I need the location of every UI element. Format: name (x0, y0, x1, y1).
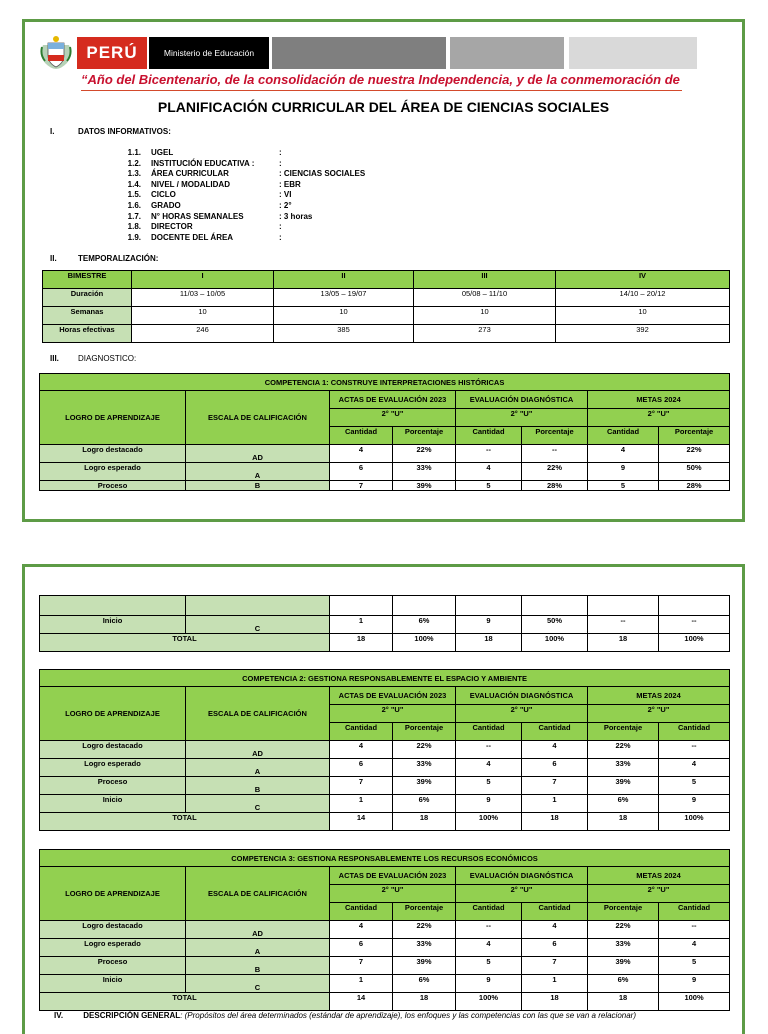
section-label: DESCRIPCIÓN GENERAL (83, 1011, 181, 1020)
logro-cell: Logro esperado (40, 463, 186, 481)
value-cell: 22% (588, 921, 659, 939)
subheader-cell: Cantidad (588, 427, 659, 445)
value-cell: 22% (393, 921, 456, 939)
table-cell: 10 (132, 307, 274, 325)
value-cell: 4 (659, 759, 730, 777)
total-value-cell: 100% (522, 634, 588, 652)
col-header-escala: ESCALA DE CALIFICACIÓN (186, 687, 330, 741)
info-value: : (279, 232, 282, 242)
empty-cell (393, 596, 456, 616)
total-value-cell: 18 (393, 993, 456, 1011)
grade-label: 2° "U" (588, 409, 730, 427)
value-cell: 7 (522, 957, 588, 975)
section-number: IV. (54, 1011, 64, 1020)
value-cell: 9 (456, 975, 522, 993)
total-value-cell: 100% (659, 993, 730, 1011)
empty-cell (330, 596, 393, 616)
value-cell: 6 (522, 939, 588, 957)
value-cell: 6 (522, 759, 588, 777)
value-cell: 33% (393, 939, 456, 957)
table-row (40, 975, 730, 993)
value-cell: 22% (659, 445, 730, 463)
col-header-actas: ACTAS DE EVALUACIÓN 2023 (330, 687, 456, 705)
continuation-spacer-row (40, 596, 730, 616)
value-cell: 9 (588, 463, 659, 481)
empty-cell (588, 596, 659, 616)
row-label-cell: Semanas (43, 307, 132, 325)
row-label-cell: Horas efectivas (43, 325, 132, 343)
total-row (40, 634, 730, 652)
empty-cell (659, 596, 730, 616)
info-number: 1.3. (127, 169, 141, 179)
table-cell: 385 (274, 325, 414, 343)
subheader-cell: Porcentaje (659, 427, 730, 445)
value-cell: 39% (393, 481, 456, 491)
info-label: N° HORAS SEMANALES (151, 211, 244, 221)
col-header-escala: ESCALA DE CALIFICACIÓN (186, 391, 330, 445)
escala-cell: C (186, 795, 330, 813)
header-cell: II (274, 271, 414, 289)
value-cell: 28% (659, 481, 730, 491)
col-header-logro: LOGRO DE APRENDIZAJE (40, 391, 186, 445)
subheader-cell: Cantidad (522, 903, 588, 921)
value-cell: 6 (330, 463, 393, 481)
escala-cell: AD (186, 921, 330, 939)
info-value: : (279, 222, 282, 232)
empty-cell (522, 596, 588, 616)
header-cell: BIMESTRE (43, 271, 132, 289)
total-value-cell: 18 (330, 634, 393, 652)
escala-cell: A (186, 463, 330, 481)
value-cell: -- (456, 741, 522, 759)
section-number: I. (50, 127, 55, 136)
value-cell: 5 (588, 481, 659, 491)
info-value: : 3 horas (279, 211, 313, 221)
value-cell: 33% (588, 939, 659, 957)
grade-label: 2° "U" (456, 705, 588, 723)
competencia-1-table-continued (39, 595, 730, 652)
value-cell: 6% (393, 616, 456, 634)
table-cell: 05/08 – 11/10 (414, 289, 556, 307)
header-cell: I (132, 271, 274, 289)
table-row (40, 795, 730, 813)
value-cell: 39% (393, 777, 456, 795)
competency-title-row (40, 670, 730, 687)
value-cell: 22% (588, 741, 659, 759)
value-cell: 33% (393, 463, 456, 481)
value-cell: 7 (330, 481, 393, 491)
escala-cell: B (186, 481, 330, 491)
competencia-2-table (39, 669, 730, 831)
total-value-cell: 100% (659, 813, 730, 831)
competency-title: COMPETENCIA 1: CONSTRUYE INTERPRETACIONES HISTÓRICAS (40, 374, 730, 391)
row-label-cell: Duración (43, 289, 132, 307)
subheader-cell: Cantidad (330, 723, 393, 741)
value-cell: 5 (659, 777, 730, 795)
section-number: III. (50, 354, 59, 363)
info-label: NIVEL / MODALIDAD (151, 179, 230, 189)
table-cell: 14/10 – 20/12 (556, 289, 730, 307)
value-cell: 22% (393, 741, 456, 759)
escala-cell: A (186, 759, 330, 777)
value-cell: 33% (393, 759, 456, 777)
col-header-evaluacion: EVALUACIÓN DIAGNÓSTICA (456, 391, 588, 409)
value-cell: 39% (588, 957, 659, 975)
total-value-cell: 100% (456, 993, 522, 1011)
total-value-cell: 100% (456, 813, 522, 831)
total-row (40, 813, 730, 831)
escala-cell: C (186, 975, 330, 993)
info-value: : CIENCIAS SOCIALES (279, 169, 366, 179)
value-cell: 7 (522, 777, 588, 795)
grade-label: 2° "U" (456, 885, 588, 903)
table-row (43, 325, 730, 343)
value-cell: 4 (330, 445, 393, 463)
col-header-evaluacion: EVALUACIÓN DIAGNÓSTICA (456, 687, 588, 705)
document-page-2 (22, 564, 745, 1034)
col-header-logro: LOGRO DE APRENDIZAJE (40, 867, 186, 921)
grade-label: 2° "U" (456, 409, 588, 427)
table-row (40, 777, 730, 795)
value-cell: 1 (330, 616, 393, 634)
value-cell: -- (456, 445, 522, 463)
value-cell: 5 (456, 481, 522, 491)
value-cell: 4 (330, 921, 393, 939)
table-header-row (43, 271, 730, 289)
col-header-metas: METAS 2024 (588, 687, 730, 705)
table-cell: 10 (556, 307, 730, 325)
table-cell: 13/05 – 19/07 (274, 289, 414, 307)
grade-label: 2° "U" (330, 409, 456, 427)
value-cell: 4 (456, 759, 522, 777)
total-value-cell: 100% (659, 634, 730, 652)
peru-coat-of-arms-icon (39, 35, 73, 71)
info-label: INSTITUCIÓN EDUCATIVA : (151, 158, 255, 168)
col-header-logro: LOGRO DE APRENDIZAJE (40, 687, 186, 741)
value-cell: 5 (456, 777, 522, 795)
header-cell: IV (556, 271, 730, 289)
info-number: 1.8. (127, 222, 141, 232)
table-row (40, 463, 730, 481)
table-cell: 11/03 – 10/05 (132, 289, 274, 307)
logro-cell: Logro destacado (40, 741, 186, 759)
value-cell: 5 (456, 957, 522, 975)
subheader-cell: Porcentaje (393, 903, 456, 921)
grade-label: 2° "U" (588, 885, 730, 903)
table-row (40, 741, 730, 759)
value-cell: 50% (522, 616, 588, 634)
subheader-cell: Porcentaje (588, 723, 659, 741)
info-number: 1.4. (127, 179, 141, 189)
subheader-cell: Cantidad (456, 427, 522, 445)
col-header-metas: METAS 2024 (588, 867, 730, 885)
value-cell: 6% (393, 795, 456, 813)
logro-cell: Inicio (40, 975, 186, 993)
escala-cell: A (186, 939, 330, 957)
info-number: 1.9. (127, 232, 141, 242)
table-row (43, 289, 730, 307)
total-value-cell: 100% (393, 634, 456, 652)
total-row (40, 993, 730, 1011)
grade-label: 2° "U" (588, 705, 730, 723)
subheader-cell: Cantidad (659, 723, 730, 741)
value-cell: 4 (330, 741, 393, 759)
table-row (40, 921, 730, 939)
total-value-cell: 18 (393, 813, 456, 831)
value-cell: 6% (588, 975, 659, 993)
subheader-cell: Cantidad (330, 903, 393, 921)
escala-cell: B (186, 957, 330, 975)
value-cell: 6% (393, 975, 456, 993)
table-row (40, 481, 730, 491)
value-cell: -- (588, 616, 659, 634)
subheader-cell: Porcentaje (588, 903, 659, 921)
info-value: : (279, 148, 282, 157)
info-label: CICLO (151, 190, 176, 200)
subheader-cell: Cantidad (659, 903, 730, 921)
total-value-cell: 18 (588, 993, 659, 1011)
info-number: 1.1. (127, 148, 141, 157)
info-label: UGEL (151, 148, 174, 157)
section-descripcion-general (54, 1011, 636, 1020)
value-cell: 9 (659, 795, 730, 813)
total-label: TOTAL (40, 813, 330, 831)
subheader-cell: Porcentaje (522, 427, 588, 445)
grade-label: 2° "U" (330, 885, 456, 903)
value-cell: -- (659, 741, 730, 759)
table-row (40, 445, 730, 463)
total-value-cell: 18 (456, 634, 522, 652)
section-note: : (Propósitos del área determinados (estándar de aprendizaje), los enfoques y las competencias con las que se van a relacionar) (180, 1011, 636, 1020)
table-row (40, 957, 730, 975)
info-value: : (279, 158, 282, 168)
subheader-cell: Cantidad (456, 723, 522, 741)
escala-cell: C (186, 616, 330, 634)
subheader-cell: Porcentaje (393, 723, 456, 741)
subheader-cell: Cantidad (330, 427, 393, 445)
table-row (40, 939, 730, 957)
col-header-escala: ESCALA DE CALIFICACIÓN (186, 867, 330, 921)
table-row (40, 616, 730, 634)
value-cell: 6 (330, 939, 393, 957)
ministry-label: Ministerio de Educación (149, 37, 269, 69)
section-label: DATOS INFORMATIVOS: (78, 127, 171, 136)
logro-cell: Inicio (40, 616, 186, 634)
col-header-actas: ACTAS DE EVALUACIÓN 2023 (330, 391, 456, 409)
header-bar-light (569, 37, 697, 69)
col-header-evaluacion: EVALUACIÓN DIAGNÓSTICA (456, 867, 588, 885)
value-cell: 50% (659, 463, 730, 481)
competencia-1-table (39, 373, 730, 491)
logro-cell: Logro esperado (40, 939, 186, 957)
info-value: : 2° (279, 200, 292, 210)
col-header-actas: ACTAS DE EVALUACIÓN 2023 (330, 867, 456, 885)
table-cell: 392 (556, 325, 730, 343)
value-cell: 7 (330, 957, 393, 975)
group-header-row (40, 687, 730, 705)
value-cell: 28% (522, 481, 588, 491)
total-value-cell: 18 (522, 813, 588, 831)
value-cell: 5 (659, 957, 730, 975)
value-cell: 1 (330, 975, 393, 993)
empty-cell (186, 596, 330, 616)
table-cell: 10 (274, 307, 414, 325)
value-cell: 7 (330, 777, 393, 795)
value-cell: 6 (330, 759, 393, 777)
document-page-1 (22, 19, 745, 522)
competency-title: COMPETENCIA 3: GESTIONA RESPONSABLEMENTE LOS RECURSOS ECONÓMICOS (40, 850, 730, 867)
total-value-cell: 14 (330, 813, 393, 831)
value-cell: 39% (588, 777, 659, 795)
value-cell: 33% (588, 759, 659, 777)
value-cell: -- (456, 921, 522, 939)
logro-cell: Inicio (40, 795, 186, 813)
empty-cell (40, 596, 186, 616)
value-cell: -- (659, 921, 730, 939)
value-cell: 1 (330, 795, 393, 813)
info-label: DOCENTE DEL ÁREA (151, 232, 234, 242)
header-bar-mid (450, 37, 564, 69)
section-number: II. (50, 254, 57, 263)
value-cell: 22% (522, 463, 588, 481)
value-cell: 39% (393, 957, 456, 975)
col-header-metas: METAS 2024 (588, 391, 730, 409)
temporalization-table (42, 270, 730, 343)
group-header-row (40, 867, 730, 885)
info-number: 1.5. (127, 190, 141, 200)
logro-cell: Logro destacado (40, 921, 186, 939)
escala-cell: B (186, 777, 330, 795)
table-row (40, 759, 730, 777)
total-value-cell: 18 (522, 993, 588, 1011)
table-cell: 10 (414, 307, 556, 325)
value-cell: -- (522, 445, 588, 463)
value-cell: 9 (659, 975, 730, 993)
table-row (43, 307, 730, 325)
info-label: ÁREA CURRICULAR (151, 169, 229, 179)
total-value-cell: 14 (330, 993, 393, 1011)
page-title: PLANIFICACIÓN CURRICULAR DEL ÁREA DE CIENCIAS SOCIALES (157, 99, 610, 115)
info-label: GRADO (151, 200, 181, 210)
section-label: DIAGNOSTICO: (78, 354, 137, 363)
competency-title-row (40, 850, 730, 867)
info-label: DIRECTOR (151, 222, 193, 232)
value-cell: 4 (456, 939, 522, 957)
grade-label: 2° "U" (330, 705, 456, 723)
competencia-3-table (39, 849, 730, 1011)
value-cell: -- (659, 616, 730, 634)
header-cell: III (414, 271, 556, 289)
logro-cell: Proceso (40, 481, 186, 491)
value-cell: 6% (588, 795, 659, 813)
logro-cell: Proceso (40, 777, 186, 795)
empty-cell (456, 596, 522, 616)
value-cell: 4 (588, 445, 659, 463)
total-value-cell: 18 (588, 634, 659, 652)
subheader-cell: Cantidad (456, 903, 522, 921)
table-cell: 273 (414, 325, 556, 343)
logro-cell: Proceso (40, 957, 186, 975)
value-cell: 4 (522, 921, 588, 939)
subheader-cell: Porcentaje (393, 427, 456, 445)
info-value: : VI (279, 190, 292, 200)
info-value: : EBR (279, 179, 301, 189)
value-cell: 1 (522, 975, 588, 993)
total-value-cell: 18 (588, 813, 659, 831)
value-cell: 4 (456, 463, 522, 481)
value-cell: 4 (659, 939, 730, 957)
info-number: 1.7. (127, 211, 141, 221)
logro-cell: Logro esperado (40, 759, 186, 777)
info-number: 1.6. (127, 200, 141, 210)
value-cell: 4 (522, 741, 588, 759)
info-number: 1.2. (127, 158, 141, 168)
value-cell: 22% (393, 445, 456, 463)
group-header-row (40, 391, 730, 409)
value-cell: 1 (522, 795, 588, 813)
competency-title: COMPETENCIA 2: GESTIONA RESPONSABLEMENTE EL ESPACIO Y AMBIENTE (40, 670, 730, 687)
subheader-cell: Cantidad (522, 723, 588, 741)
competency-title-row (40, 374, 730, 391)
peru-logo: PERÚ (77, 37, 147, 69)
slogan: “Año del Bicentenario, de la consolidación de nuestra Independencia, y de la conmemoración de (81, 72, 682, 91)
value-cell: 9 (456, 616, 522, 634)
total-label: TOTAL (40, 993, 330, 1011)
section-label: TEMPORALIZACIÓN: (78, 254, 159, 263)
escala-cell: AD (186, 445, 330, 463)
logro-cell: Logro destacado (40, 445, 186, 463)
header-bar-dark (272, 37, 446, 69)
total-label: TOTAL (40, 634, 330, 652)
escala-cell: AD (186, 741, 330, 759)
table-cell: 246 (132, 325, 274, 343)
value-cell: 9 (456, 795, 522, 813)
